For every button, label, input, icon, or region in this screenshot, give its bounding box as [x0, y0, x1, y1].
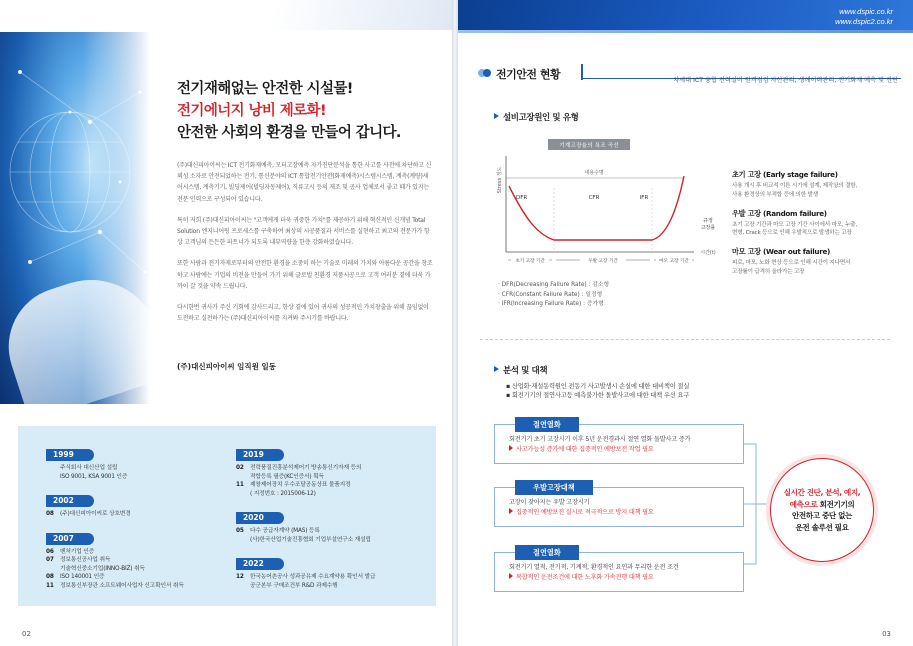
region-label-dfr: DFR	[516, 195, 528, 201]
failure-type-early: 초기 고장 (Early stage failure) 사용 개시 후 비교적 이른 시기에 설계, 제작상의 결함, 사용 환경상의 부적합 등에 의한 발생	[732, 170, 858, 198]
paragraph: 특히 저희 (주)대신피아이씨는 "고객에게 더욱 귀중한 가치"를 제공하기 위해 혁신적인 신개념 Total Solution 엔지니어링 프로세스를 구축하여 최상의 시공품질과 서비스를 실현하고 최고의 전문가가 항상 고객님의 든든한 파트너가 되도록 내부역량을 한층 강화하였습니다.	[177, 216, 430, 247]
history-item	[46, 582, 246, 591]
bullet-item: ▪ 회전기기의 절연사고등 예측불가한 돌발사고에 대한 대책 우선 요구	[506, 392, 690, 399]
history-month: 11	[236, 482, 244, 488]
history-text: 벤처기업 인증	[60, 548, 95, 555]
box-header: 절연열화	[515, 417, 579, 432]
history-text: 기술혁신중소기업(INNO-BIZ) 취득	[60, 565, 145, 572]
history-item	[236, 473, 436, 482]
history-text: 전력품질진흥분석제어기 방송통신기자재 등의	[250, 465, 362, 471]
history-month: 11	[46, 582, 54, 589]
bathtub-chart-svg	[494, 136, 732, 281]
triangle-bullet-icon	[494, 113, 499, 119]
history-item	[46, 548, 246, 557]
history-month: 05	[236, 528, 244, 534]
box-insulation-deterioration-1	[494, 420, 744, 464]
box-header: 절연열화	[515, 545, 579, 560]
history-year-badge: 2002	[46, 495, 94, 507]
website-url-2[interactable]: www.dspic2.co.kr	[835, 17, 893, 26]
history-year-group	[236, 505, 436, 544]
y-axis-label: Stress 정도	[497, 166, 503, 194]
history-year-group	[236, 442, 436, 498]
right-label-line-1: 규정	[703, 218, 713, 224]
history-text: (사)한국산업기술진흥협회 기업부설연구소 재설립	[250, 536, 371, 543]
history-month: 02	[236, 465, 244, 471]
history-year-badge: 2019	[236, 449, 284, 461]
history-column-2	[236, 442, 436, 597]
solution-circle	[770, 458, 874, 562]
failure-type-random: 우발 고장 (Random failure) 초기 고장 기간과 마모 고장 기간 사이에서 마모, 누출, 변형, Crack 등으로 인해 우발적으로 발생하는 고장	[732, 208, 858, 237]
section-divider	[480, 339, 890, 340]
slogan-line-3: 안전한 사회의 환경을 만들어 갑니다.	[177, 125, 401, 141]
arrow-icon	[509, 573, 513, 579]
history-item	[46, 510, 246, 519]
section-title: 전기안전 현황	[496, 68, 561, 81]
chart-note: · DFR(Decreasing Failure Rate) : 감소형	[498, 282, 610, 288]
history-column-1	[46, 442, 246, 597]
left-top-band	[0, 0, 452, 30]
history-text: 다수 공급자계약 (MAS) 등록	[250, 528, 320, 534]
history-month: 08	[46, 574, 54, 580]
box-line: 회전기기 초기 고장시기 이후 5년 운전경과시 절연 열화 돌발사고 증가	[509, 436, 691, 443]
page-number-left: 02	[22, 630, 31, 638]
right-label-line-2: 고장률	[700, 225, 716, 231]
history-item	[236, 582, 436, 591]
chart-notes	[498, 281, 609, 310]
circle-line-2: 예측으로 회전기기의	[789, 499, 855, 509]
history-item	[236, 464, 436, 473]
threshold-label: 내용수명	[584, 170, 604, 176]
history-item	[236, 490, 436, 499]
history-text: ( 지정번호 : 2015006-12)	[250, 490, 316, 497]
history-item	[236, 573, 436, 582]
circle-line-3: 안전하고 중단 없는	[792, 511, 852, 520]
arrow-icon	[509, 508, 513, 514]
history-text: 정보통신공사업 취득	[60, 557, 111, 563]
subhead-analysis: 분석 및 대책	[494, 364, 547, 376]
box-highlight-line: 사고가능성 증가에 대한 집중적인 예방보전 작업 필요	[509, 445, 743, 455]
history-year-group	[46, 488, 246, 519]
right-top-band	[458, 0, 913, 30]
history-text: 공군본부 구매조건부 R&D 과제수행	[250, 582, 338, 589]
bathtub-curve	[509, 176, 684, 240]
section-dots-icon	[478, 69, 492, 77]
history-month: 08	[46, 511, 54, 517]
bullet-item: ▪ 산업화·재설동력원인 전동기 사고발생시 손실에 대한 대비책이 절실	[506, 383, 690, 390]
triangle-bullet-icon	[494, 366, 499, 372]
hero-image	[0, 32, 150, 404]
chart-note: · IFR(Increasing Failure Rate) : 증가형	[498, 301, 604, 307]
greeting-text	[177, 160, 433, 334]
history-item	[46, 556, 246, 565]
history-year-group	[46, 442, 246, 481]
period-label-early: 초기 고장 기간	[515, 259, 545, 264]
history-item	[46, 464, 246, 473]
history-item	[236, 536, 436, 545]
history-text: (주)대신피아이씨로 상호변경	[60, 511, 131, 517]
history-text: 주식회사 대신산업 설립	[60, 465, 118, 471]
history-year-badge: 2007	[46, 533, 94, 545]
history-text: ISO 140001 인증	[60, 574, 105, 580]
history-text: 정보통신부장관 소프트웨어사업자 신고확인서 취득	[60, 582, 184, 589]
history-year-group	[46, 526, 246, 591]
region-label-cfr: CFR	[588, 195, 600, 201]
history-month: 06	[46, 548, 54, 555]
box-highlight-line: 집중적인 예방보전 실시로 적극적으로 방지 대책 필요	[509, 508, 743, 518]
box-random-failure	[494, 483, 744, 527]
history-item	[46, 573, 246, 582]
failure-type-wearout: 마모 고장 (Wear out failure) 피로, 마모, 노화 현상 등으로 인해 시간이 지나면서 고장률이 급격히 올라가는 고장	[732, 247, 851, 275]
history-text: ISO 9001, KSA 9001 인증	[60, 473, 128, 480]
period-label-wearout: 마모 고장 기간	[659, 259, 689, 264]
paragraph: (주)대신피아이씨는 ICT 전기화재예측, 모터고장예측 자가진단분석을 통한 사고를 사전에 차단하고 신뢰성 소자로 안전되었하는 전기, 통신분야의 ICT 통합전기안전(화재예측)시스템시스템, 계측(계량)세어시스템, 계측기기, 빌딩제어(빌딩자동제어), 직류고시 등의 제조 및 공사 업체로서 좋고 때가 있지는 전문 인력으로 구성되어 있습니다.	[177, 162, 432, 203]
history-year-badge: 2022	[236, 558, 284, 570]
signature: (주)대신피아이씨 임직원 일동	[177, 362, 277, 371]
history-item	[236, 527, 436, 536]
history-year-badge: 1999	[46, 449, 94, 461]
company-history	[18, 426, 436, 606]
box-header: 우발고장대책	[515, 480, 593, 495]
history-year-badge: 2020	[236, 512, 284, 524]
history-month: 12	[236, 574, 244, 580]
history-text: 한국농어촌공사 성과공유제 수요계약용 확인서 발급	[250, 574, 376, 580]
history-text: 제창제어장치 우수조달공동상표 물품지정	[250, 482, 351, 488]
history-item	[236, 481, 436, 490]
slogan	[177, 78, 437, 144]
box-line: 고장이 잦아지는 우발 고장시기	[509, 499, 590, 506]
history-text: 적합등록 필증(KC인증서) 획득	[250, 473, 324, 480]
period-label-random: 우발 고장 기간	[588, 259, 618, 264]
box-insulation-deterioration-2	[494, 548, 744, 592]
paragraph: 다시한번 귀사가 주신 기회에 감사드리고, 항상 곁에 있어 귀사의 성공적인 가치창출을 위해 끊임없이 도전하고 실천하가는 (주)대신피아이씨를 지켜봐 주시기를 바랍니다.	[177, 304, 429, 323]
history-item	[46, 565, 246, 574]
box-line: 회전기기 열적, 전기적, 기계적, 환경적인 요인과 무리한 운전 조건	[509, 564, 679, 571]
chart-title: 기계고장율의 욕조 곡선	[559, 143, 619, 149]
history-item	[46, 473, 246, 482]
page-number-right: 03	[882, 630, 891, 638]
website-url-1[interactable]: www.dspic.co.kr	[839, 7, 893, 16]
region-label-ifr: IFR	[639, 195, 649, 201]
history-year-group	[236, 551, 436, 590]
chart-note: · CFR(Constant Failure Rate) : 일정형	[498, 291, 603, 298]
paragraph: 또한 사람과 전기자재로부터의 안전한 환경을 소중히 하는 기술로 미래의 가치와 아름다운 공간을 창조하고 사람에는 기업의 비전을 만들어 가기 위해 글로벌 친환경 저품시공으로 고객 여러분 곁에 더욱 가까이 갈 것을 약속 드립니다.	[177, 260, 433, 290]
slogan-line-2: 전기에너지 낭비 제로화!	[177, 103, 326, 119]
arrow-icon	[509, 445, 513, 451]
analysis-bullets	[506, 382, 689, 400]
circle-line-1: 실시간 진단, 분석, 예지,	[783, 488, 861, 497]
circle-line-4: 운전 솔루션 필요	[795, 522, 849, 532]
subhead-failure-causes: 설비고장원인 및 유형	[494, 111, 578, 123]
right-page	[458, 0, 913, 646]
x-axis-label: 시간(t)	[700, 250, 716, 256]
failure-types	[732, 170, 897, 286]
slogan-line-1: 전기재해없는 안전한 시설물!	[177, 81, 353, 97]
section-subtitle: 차세대 ICT 융합 전력설비 원격점검 자산관리, 생애이력관리, 전기화재 예측 및 진단	[673, 77, 898, 84]
history-month: 07	[46, 557, 54, 563]
left-page	[0, 0, 452, 646]
box-highlight-line: 복합적인 운전조건에 대한 노후화 가속진행 대책 필요	[509, 573, 743, 583]
